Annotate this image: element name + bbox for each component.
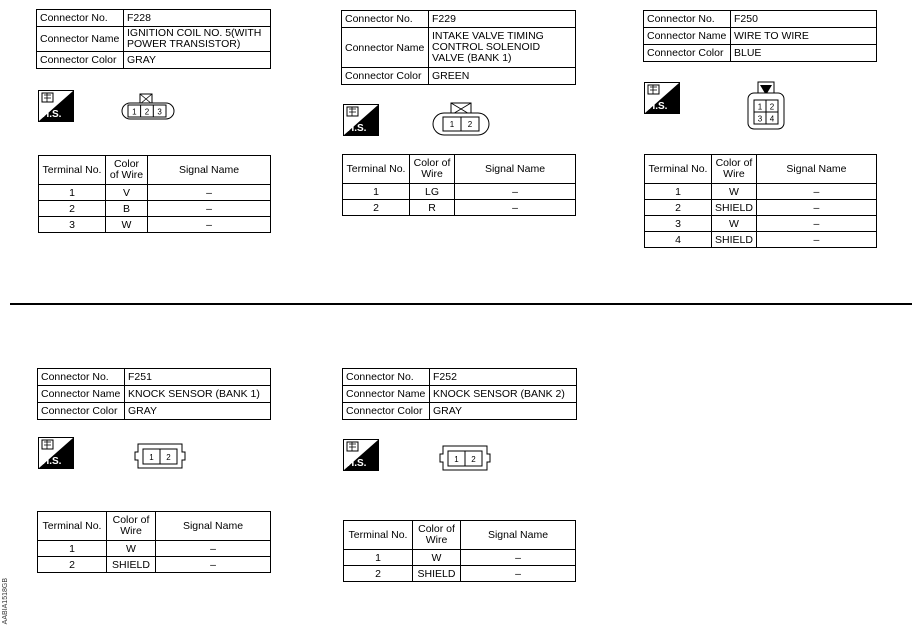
table-row: 1 W – xyxy=(344,550,576,566)
pin-1-label: 1 xyxy=(757,102,763,112)
pin-1-label: 1 xyxy=(132,107,137,117)
section-divider xyxy=(10,303,912,305)
pin-3-label: 3 xyxy=(157,107,162,117)
header-color: Color of Wire xyxy=(107,512,156,541)
connector-f252-terminal-table xyxy=(343,520,576,582)
table-row: 2 SHIELD – xyxy=(38,557,271,573)
label-connector-no: Connector No. xyxy=(644,11,731,28)
header-color: Color of Wire xyxy=(413,521,461,550)
pin-2-label: 2 xyxy=(769,102,775,112)
label-connector-color: Connector Color xyxy=(37,52,124,69)
hs-label: H.S. xyxy=(648,101,668,112)
connector-f229-info xyxy=(341,10,576,85)
header-terminal: Terminal No. xyxy=(645,155,712,184)
header-terminal: Terminal No. xyxy=(39,156,106,185)
value-connector-no: F252 xyxy=(430,369,577,386)
header-signal: Signal Name xyxy=(461,521,576,550)
header-terminal: Terminal No. xyxy=(344,521,413,550)
pin-1-label: 1 xyxy=(454,455,459,464)
connector-f228-terminal-table xyxy=(38,155,271,233)
hs-label: H.S. xyxy=(347,123,367,134)
harness-side-icon xyxy=(38,437,74,469)
value-connector-color: GRAY xyxy=(124,52,271,69)
harness-side-icon xyxy=(38,90,74,122)
pin-1-label: 1 xyxy=(149,453,154,462)
harness-side-icon xyxy=(343,439,379,471)
value-connector-name: INTAKE VALVE TIMING CONTROL SOLENOID VALVE (BANK 1) xyxy=(429,28,576,68)
pin-4-label: 4 xyxy=(769,114,775,124)
header-signal: Signal Name xyxy=(156,512,271,541)
label-connector-color: Connector Color xyxy=(644,45,731,62)
value-connector-name: KNOCK SENSOR (BANK 1) xyxy=(125,386,271,403)
connector-f228-info xyxy=(36,9,271,69)
label-connector-no: Connector No. xyxy=(342,11,429,28)
header-signal: Signal Name xyxy=(756,155,876,184)
label-connector-name: Connector Name xyxy=(342,28,429,68)
pin-2-label: 2 xyxy=(144,107,150,117)
pin-2-label: 2 xyxy=(166,453,171,462)
table-row: 3 W – xyxy=(39,217,271,233)
header-terminal: Terminal No. xyxy=(38,512,107,541)
table-row: 3 W – xyxy=(645,216,877,232)
connector-f251-info xyxy=(37,368,271,420)
value-connector-name: IGNITION COIL NO. 5(WITH POWER TRANSISTOR) xyxy=(124,27,271,52)
value-connector-color: GRAY xyxy=(430,403,577,420)
value-connector-color: BLUE xyxy=(731,45,877,62)
label-connector-no: Connector No. xyxy=(37,10,124,27)
header-color: Color of Wire xyxy=(106,156,148,185)
figure-code: AABIA1518GB xyxy=(2,578,9,625)
connector-face-f229 xyxy=(430,102,492,143)
connector-face-f228 xyxy=(120,93,176,126)
connector-face-f251 xyxy=(132,440,188,475)
table-row: 1 V – xyxy=(39,185,271,201)
label-connector-color: Connector Color xyxy=(342,68,429,85)
connector-f229-terminal-table xyxy=(342,154,576,216)
connector-face-f252 xyxy=(437,442,493,477)
value-connector-no: F229 xyxy=(429,11,576,28)
table-row: 1 LG – xyxy=(343,184,576,200)
hs-label: H.S. xyxy=(42,109,62,120)
label-connector-name: Connector Name xyxy=(644,28,731,45)
header-terminal: Terminal No. xyxy=(343,155,410,184)
label-connector-color: Connector Color xyxy=(38,403,125,420)
table-row: 2 SHIELD – xyxy=(645,200,877,216)
connector-f250-info xyxy=(643,10,877,62)
header-color: Color of Wire xyxy=(410,155,455,184)
connector-face-f250 xyxy=(746,81,786,136)
value-connector-no: F250 xyxy=(731,11,877,28)
pin-3-label: 3 xyxy=(757,114,763,124)
label-connector-name: Connector Name xyxy=(37,27,124,52)
header-signal: Signal Name xyxy=(455,155,576,184)
table-row: 1 W – xyxy=(38,541,271,557)
pin-2-label: 2 xyxy=(467,120,473,129)
connector-f252-info xyxy=(342,368,577,420)
pin-2-label: 2 xyxy=(471,455,476,464)
hs-label: H.S. xyxy=(42,456,62,467)
value-connector-no: F228 xyxy=(124,10,271,27)
header-color: Color of Wire xyxy=(712,155,757,184)
value-connector-name: KNOCK SENSOR (BANK 2) xyxy=(430,386,577,403)
table-row: 1 W – xyxy=(645,184,877,200)
value-connector-color: GRAY xyxy=(125,403,271,420)
label-connector-name: Connector Name xyxy=(38,386,125,403)
connector-f250-terminal-table xyxy=(644,154,877,248)
value-connector-color: GREEN xyxy=(429,68,576,85)
pin-1-label: 1 xyxy=(449,120,455,129)
label-connector-color: Connector Color xyxy=(343,403,430,420)
label-connector-name: Connector Name xyxy=(343,386,430,403)
label-connector-no: Connector No. xyxy=(38,369,125,386)
header-signal: Signal Name xyxy=(148,156,271,185)
value-connector-name: WIRE TO WIRE xyxy=(731,28,877,45)
table-row: 4 SHIELD – xyxy=(645,232,877,248)
harness-side-icon xyxy=(644,82,680,114)
table-row: 2 SHIELD – xyxy=(344,566,576,582)
connector-f251-terminal-table xyxy=(37,511,271,573)
hs-label: H.S. xyxy=(347,458,367,469)
harness-side-icon xyxy=(343,104,379,136)
table-row: 2 B – xyxy=(39,201,271,217)
value-connector-no: F251 xyxy=(125,369,271,386)
label-connector-no: Connector No. xyxy=(343,369,430,386)
table-row: 2 R – xyxy=(343,200,576,216)
